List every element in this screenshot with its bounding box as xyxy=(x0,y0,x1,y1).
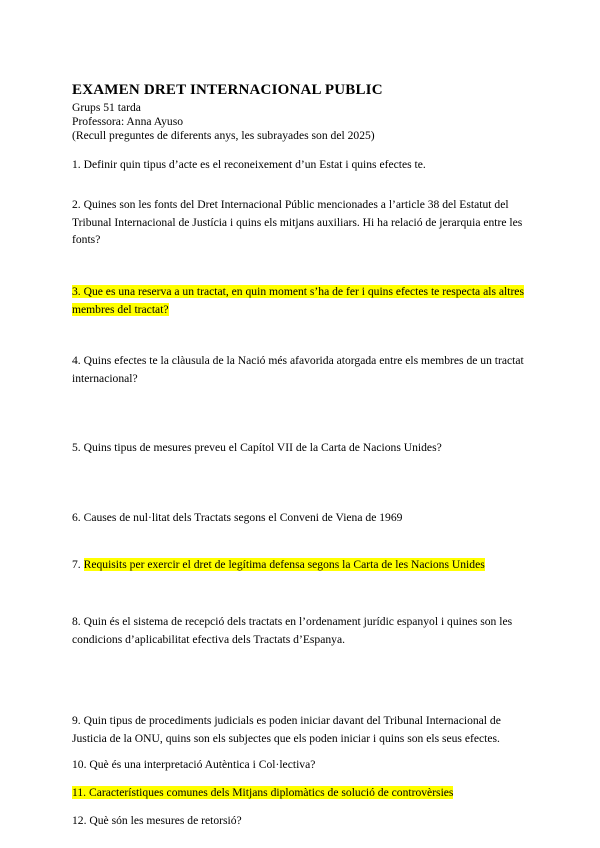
question-number: 3. xyxy=(72,285,84,298)
question-6 xyxy=(72,509,528,527)
question-text: Requisits per exercir el dret de legítima defensa segons la Carta de les Nacions Unides xyxy=(83,558,485,571)
question-number: 5. xyxy=(72,441,84,454)
question-text: Què és una interpretació Autèntica i Col·lectiva? xyxy=(89,758,316,771)
question-number: 6. xyxy=(72,511,84,524)
question-number: 4. xyxy=(72,354,84,367)
question-number: 11. xyxy=(72,786,89,799)
question-11 xyxy=(72,784,528,802)
question-number: 2. xyxy=(72,198,84,211)
question-text: Característiques comunes dels Mitjans diplomàtics de solució de controvèrsies xyxy=(88,786,454,799)
question-text: Quines son les fonts del Dret Internacional Públic mencionades a l’article 38 del Estatut del Tribunal Internacional de Justícia i quins els mitjans auxiliars. Hi ha relació de jerarquia entre les fonts? xyxy=(72,198,523,246)
question-text: Quin tipus de procediments judicials es poden iniciar davant del Tribunal Internacional de Justicia de la ONU, quins son els subjectes que els poden iniciar i quins son els seus efectes. xyxy=(72,714,501,745)
question-1 xyxy=(72,156,528,174)
question-10 xyxy=(72,756,528,774)
group-line: Grups 51 tarda xyxy=(72,101,141,114)
professor-line: Professora: Anna Ayuso xyxy=(72,115,183,128)
question-12 xyxy=(72,812,528,830)
question-9 xyxy=(72,712,528,747)
question-text: Quins efectes te la clàusula de la Nació més afavorida atorgada entre els membres de un tractat internacional? xyxy=(72,354,524,385)
exam-title: EXAMEN DRET INTERNACIONAL PUBLIC xyxy=(72,82,383,98)
question-number: 12. xyxy=(72,814,90,827)
note-line: (Recull preguntes de diferents anys, les subrayades son del 2025) xyxy=(72,129,375,142)
question-7 xyxy=(72,556,528,574)
question-number: 7. xyxy=(72,558,84,571)
question-text: Què són les mesures de retorsió? xyxy=(89,814,242,827)
question-text: Que es una reserva a un tractat, en quin moment s’ha de fer i quins efectes te respecta als altres membres del tractat? xyxy=(72,285,524,316)
question-text: Quin és el sistema de recepció dels tractats en l’ordenament jurídic espanyol i quines son les condicions d’aplicabilitat efectiva dels Tractats d’Espanya. xyxy=(72,615,513,646)
question-number: 8. xyxy=(72,615,84,628)
question-4 xyxy=(72,352,528,387)
exam-meta xyxy=(72,101,375,143)
question-number: 9. xyxy=(72,714,84,727)
question-3 xyxy=(72,283,528,318)
question-number: 10. xyxy=(72,758,90,771)
question-text: Definir quin tipus d’acte es el reconeixement d’un Estat i quins efectes te. xyxy=(83,158,426,171)
question-number: 1. xyxy=(72,158,84,171)
question-2 xyxy=(72,196,528,249)
question-text: Quins tipus de mesures preveu el Capítol VII de la Carta de Nacions Unides? xyxy=(83,441,442,454)
question-text: Causes de nul·litat dels Tractats segons el Conveni de Viena de 1969 xyxy=(83,511,403,524)
question-8 xyxy=(72,613,528,648)
question-5 xyxy=(72,439,528,457)
